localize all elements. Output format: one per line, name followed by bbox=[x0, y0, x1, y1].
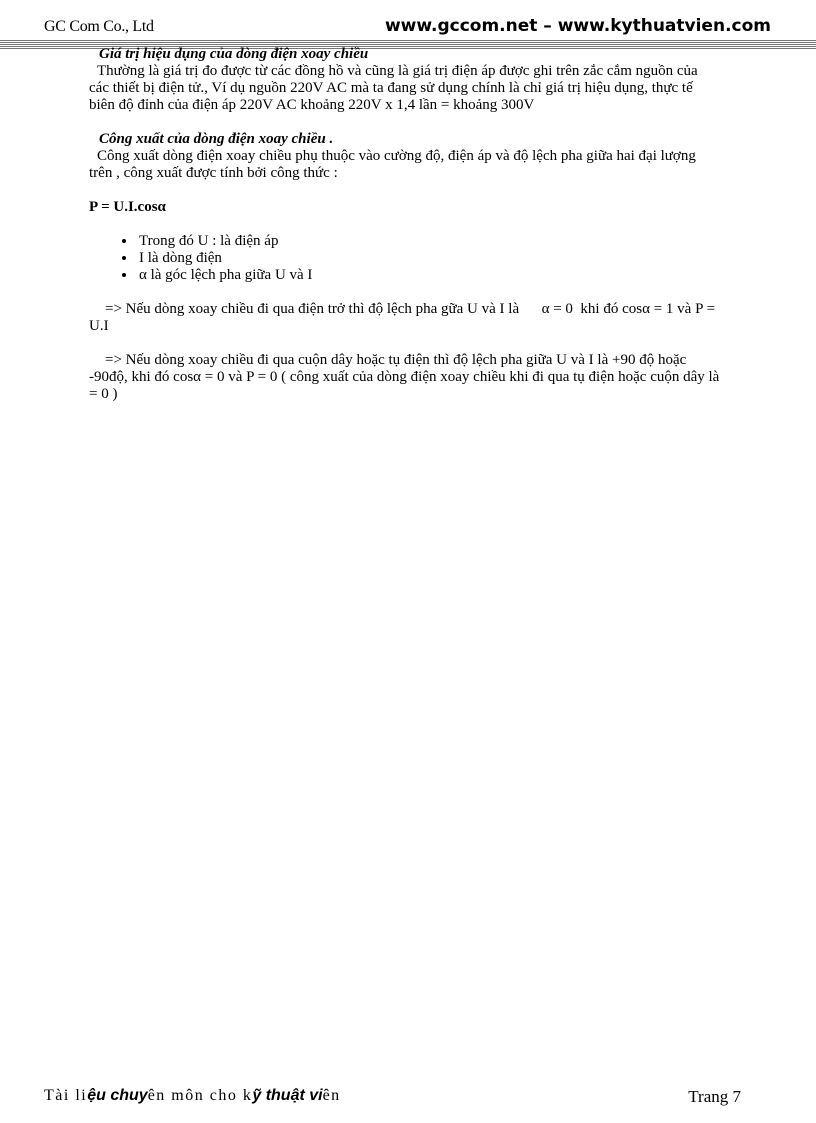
spacer bbox=[89, 284, 721, 301]
footer-text-part: ên bbox=[322, 1087, 341, 1104]
list-item: • I là dòng điện bbox=[137, 250, 721, 267]
footer-text-part: ệu chuy bbox=[87, 1087, 148, 1104]
spacer bbox=[89, 335, 721, 352]
footer-title bbox=[44, 1087, 341, 1105]
list-item: • α là góc lệch pha giữa U và I bbox=[137, 267, 721, 284]
document-body bbox=[89, 46, 721, 403]
paragraph-effective-value: Thường là giá trị đo được từ các đồng hồ và cũng là giá trị điện áp được ghi trên zắc cắm nguồn của các thiết bị điện tử., Ví dụ nguồn 220V AC mà ta đang sử dụng chính là chỉ giá trị hiệu dụng, thực tế biên độ đỉnh của điện áp 220V AC khoảng 220V x 1,4 lần = khoảng 300V bbox=[89, 63, 698, 113]
section-heading-ac-power: Công xuất của dòng điện xoay chiều . bbox=[99, 131, 334, 147]
note-inductor-capacitor: => Nếu dòng xoay chiều đi qua cuộn dây hoặc tụ điện thì độ lệch pha giữa U và I là +90 độ hoặc -90độ, khi đó cosα = 0 và P = 0 ( công xuất của dòng điện xoay chiều khi đi qua tụ điện hoặc cuộn dây là = 0 ) bbox=[89, 352, 720, 402]
page-number: Trang 7 bbox=[688, 1087, 741, 1106]
power-formula: P = U.I.cosα bbox=[89, 199, 166, 215]
paragraph-ac-power: Công xuất dòng điện xoay chiều phụ thuộc vào cường độ, điện áp và độ lệch pha giữa hai đại lượng trên , công xuất được tính bởi công thức : bbox=[89, 148, 696, 181]
footer-text-part: ỹ thuật vi bbox=[252, 1087, 323, 1104]
section-heading-effective-value: Giá trị hiệu dụng của dòng điện xoay chiều bbox=[99, 46, 369, 62]
spacer bbox=[89, 114, 721, 131]
spacer bbox=[89, 182, 721, 199]
header-websites: www.gccom.net – www.kythuatvien.com bbox=[384, 16, 771, 36]
formula-variables-list bbox=[89, 233, 721, 284]
footer-text-part: Tài li bbox=[44, 1087, 88, 1104]
note-resistor: => Nếu dòng xoay chiều đi qua điện trở thì độ lệch pha gữa U và I là α = 0 khi đó cosα = 1 và P = U.I bbox=[89, 301, 719, 334]
footer-text-part: ên môn cho k bbox=[147, 1087, 253, 1104]
spacer bbox=[89, 216, 721, 233]
list-item: • Trong đó U : là điện áp bbox=[137, 233, 721, 250]
header-company: GC Com Co., Ltd bbox=[44, 18, 154, 35]
